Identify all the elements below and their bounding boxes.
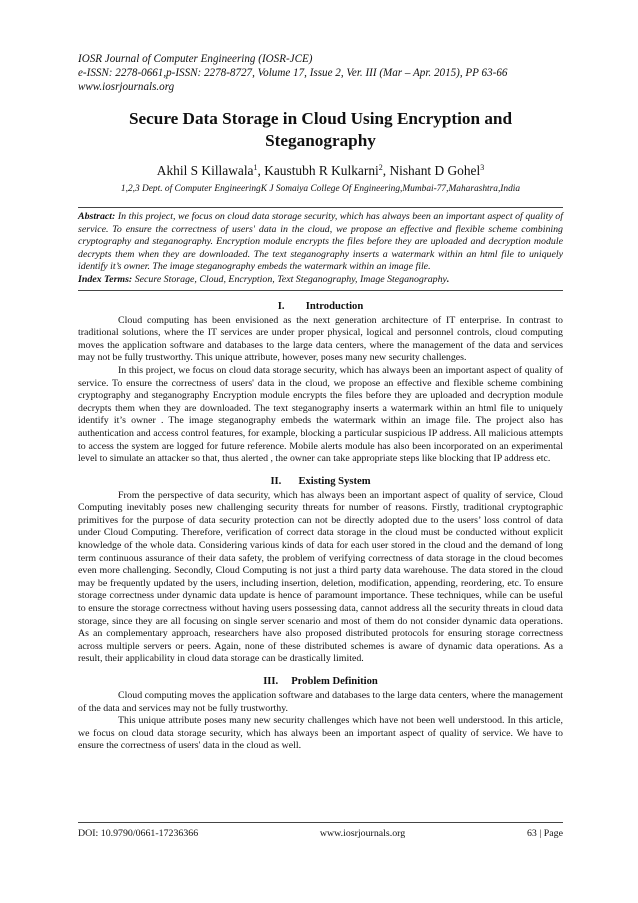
paper-title-line-1: Secure Data Storage in Cloud Using Encryption and	[128, 109, 513, 128]
abstract-label: Abstract:	[78, 211, 116, 222]
section-heading-problem-definition	[78, 675, 563, 688]
footer-url: www.iosrjournals.org	[319, 828, 406, 839]
footer-doi: DOI: 10.9790/0661-17236366	[78, 828, 199, 839]
paper-page	[78, 52, 563, 753]
index-terms	[78, 274, 563, 287]
journal-issn: e-ISSN: 2278-0661,p-ISSN: 2278-8727, Volume 17, Issue 2, Ver. III (Mar – Apr. 2015), PP 63-66	[78, 67, 508, 79]
journal-header	[78, 52, 563, 94]
author-list: Akhil S Killawala$^1$, Kaustubh R Kulkarni$^2$, Nishant D Gohel$^3$	[156, 163, 485, 178]
author-3-mark: 3	[480, 163, 485, 172]
existing-system-paragraph: From the perspective of data security, which has always been an important aspect of quality of service, Cloud Computing inevitably poses new challenging security threats for number of reasons. Firstly, traditional cryptographic primitives for the purpose of data security protection can not be directly adopted due to the users’ loss control of data under Cloud Computing. Therefore, verification of correct data storage in the cloud must be conducted without explicit knowledge of the whole data. Considering various kinds of data for each user stored in the cloud and the demand of long term continuous assurance of their data safety, the problem of verifying correctness of data storage in the cloud becomes even more challenging. Secondly, Cloud Computing is not just a third party data warehouse. The data stored in the cloud may be frequently updated by the users, including insertion, deletion, modification, appending, reordering, etc. To ensure storage correctness under dynamic data update is hence of paramount importance. These techniques, while can be useful to ensure the storage correctness without having users possessing data, cannot address all the security threats in cloud data storage, since they are all focusing on single server scenario and most of them do not consider dynamic data operations. As an complementary approach, researchers have also proposed distributed protocols for ensuring storage correctness across multiple servers or peers. Again, none of these distributed schemes is aware of dynamic data operations. As a result, their applicability in cloud data storage can be drastically limited.	[78, 489, 563, 665]
problem-paragraph-2: This unique attribute poses many new security challenges which have not been well understood. In this article, we focus on cloud data storage security, which has always been an important aspect of quality of service. We have to ensure the correctness of users' data in the cloud as well.	[78, 715, 563, 752]
author-1-mark: 1	[253, 163, 258, 172]
section-number: I.	[277, 300, 285, 312]
author-2-mark: 2	[378, 163, 383, 172]
section-heading-existing-system	[78, 475, 563, 488]
abstract-text: In this project, we focus on cloud data storage security, which has always been an important aspect of quality of service. To ensure the correctness of users' data in the cloud, we propose an effective and flexible scheme combining cryptography and steganography. Encryption module encrypts the files before they are uploaded and decryption module decrypts them when they are downloaded. The text steganography inserts a watermark within an html file to uniquely identify it’s owner. The image steganography embeds the watermark within an image file.	[78, 211, 563, 273]
section-number: III.	[263, 676, 279, 687]
intro-paragraph-1: Cloud computing has been envisioned as the next generation architecture of IT enterprise. In contrast to traditional solutions, where the IT services are under proper physical, logical and personnel controls, cloud computing moves the application software and databases to the large data centers, where the management of the data and services may not be fully trustworthy. This unique attribute, however, poses many new security challenges.	[78, 314, 563, 364]
abstract-top-rule	[78, 207, 563, 208]
section-heading-introduction	[78, 300, 563, 313]
problem-paragraph-1: Cloud computing moves the application software and databases to the large data centers, where the management of the data and services may not be fully trustworthy.	[78, 690, 563, 714]
abstract-block	[78, 207, 563, 291]
author-2: Kaustubh R Kulkarni	[264, 163, 379, 178]
paper-title	[78, 108, 563, 152]
paper-title-line-2: Steganography	[265, 131, 376, 150]
section-title: Introduction	[305, 300, 364, 312]
affiliation: 1,2,3 Dept. of Computer EngineeringK J Somaiya College Of Engineering,Mumbai-77,Maharashtra,India	[120, 184, 521, 194]
footer-page-number: 63 | Page	[526, 828, 563, 839]
abstract-bottom-rule	[78, 290, 563, 291]
index-terms-end: .	[446, 273, 450, 285]
section-number: II.	[270, 475, 282, 487]
footer-row	[78, 827, 563, 840]
intro-paragraph-2: In this project, we focus on cloud data storage security, which has always been an important aspect of quality of service. To ensure the correctness of users' data in the cloud, we propose an effective and flexible scheme combining cryptography and steganography Encryption module encrypts the files before they are uploaded and decryption module decrypts them when they are downloaded. The text steganography inserts a watermark within an html file to uniquely identify it’s owner . The image steganography embeds the watermark within an image file. The project also has authentication and access control features, for example, blocking a particular suspicious IP address. All malicious attempts to access the system are logged for future reference. Mobile alerts module has also been incorporated on an experimental level to simulate an attacker so that, thus alerted , the owner can take appropriate steps like blocking that IP address etc.	[78, 364, 563, 465]
author-1: Akhil S Killawala	[156, 163, 254, 178]
abstract	[78, 211, 563, 274]
page-footer	[78, 822, 563, 840]
index-terms-text: Secure Storage, Cloud, Encryption, Text Steganography, Image Steganography	[134, 273, 447, 285]
section-title: Existing System	[298, 475, 371, 487]
index-terms-label: Index Terms:	[78, 273, 133, 285]
journal-url: www.iosrjournals.org	[78, 81, 175, 93]
footer-rule	[78, 822, 563, 823]
section-title: Problem Definition	[291, 676, 378, 687]
author-3: Nishant D Gohel	[389, 163, 481, 178]
journal-name: IOSR Journal of Computer Engineering (IOSR-JCE)	[78, 53, 313, 65]
